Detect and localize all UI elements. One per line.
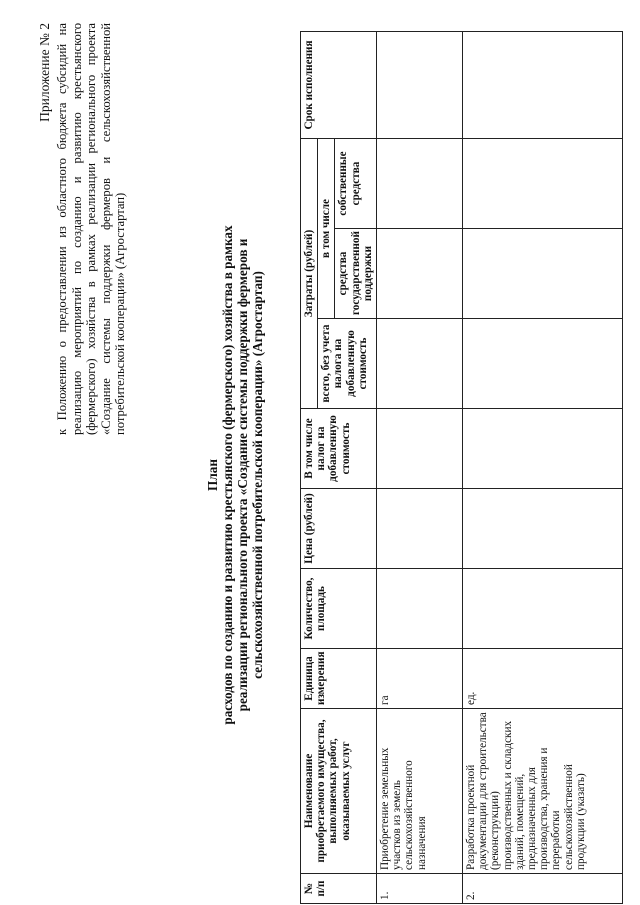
- table-row: [377, 31, 463, 903]
- appendix-title: Приложение № 2: [37, 23, 52, 122]
- row-name: Разработка проектной документации для строительства (реконструкции) производственных и складских зданий, помещений, предназначенных для производства, хранения и переработки сельскохозяйственной продукции (указать): [463, 709, 623, 874]
- header-including: в том числе: [318, 138, 335, 318]
- header-term: Срок исполнения: [301, 31, 377, 138]
- row-num: 2.: [463, 874, 623, 904]
- row-cell: [377, 569, 463, 649]
- row-cell: [377, 138, 463, 228]
- header-vat: В том числе налог на добавленную стоимость: [301, 409, 377, 489]
- header-price: Цена (рублей): [301, 489, 377, 569]
- row-cell: [377, 409, 463, 489]
- row-num: 1.: [377, 874, 463, 904]
- header-state-support: средства государственной поддержки: [335, 229, 377, 319]
- row-cell: [377, 319, 463, 409]
- row-cell: [463, 31, 623, 138]
- header-total: всего, без учета налога на добавленную стоимость: [318, 319, 377, 409]
- header-quantity: Количество, площадь: [301, 569, 377, 649]
- plan-title: План: [205, 459, 220, 491]
- row-cell: [377, 31, 463, 138]
- row-cell: [463, 319, 623, 409]
- row-cell: [463, 229, 623, 319]
- header-unit: Единица измерения: [301, 649, 377, 709]
- row-cell: [377, 489, 463, 569]
- row-unit: ед.: [463, 649, 623, 709]
- plan-heading: [205, 195, 265, 755]
- header-own-funds: собственные средства: [335, 138, 377, 228]
- plan-table: [300, 31, 623, 904]
- table-row: [463, 31, 623, 903]
- row-unit: га: [377, 649, 463, 709]
- row-cell: [463, 489, 623, 569]
- appendix-block: [38, 23, 127, 435]
- header-name: Наименование приобретаемого имущества, выполняемых работ, оказываемых услуг: [301, 709, 377, 874]
- appendix-text: к Положению о предоставлении из областного бюджета субсидий на реализацию мероприятий по созданию и развитию крестьянского (фермерского) хозяйства в рамках реализации регионального проекта «Создание системы поддержки фермеров и сельскохозяйственной потребительской кооперации» (Агростартап): [55, 23, 128, 435]
- header-num: № п/п: [301, 874, 377, 904]
- row-cell: [377, 229, 463, 319]
- row-name: Приобретение земельных участков из земель сельскохозяйственного назначения: [377, 709, 463, 874]
- row-cell: [463, 138, 623, 228]
- row-cell: [463, 409, 623, 489]
- row-cell: [463, 569, 623, 649]
- plan-subtitle: расходов по созданию и развитию крестьянского (фермерского) хозяйства в рамках реализации регионального проекта «Создание системы поддержки фермеров и сельскохозяйственной потребительской кооперации» (Агростартап): [220, 225, 265, 725]
- header-costs: Затраты (рублей): [301, 138, 318, 408]
